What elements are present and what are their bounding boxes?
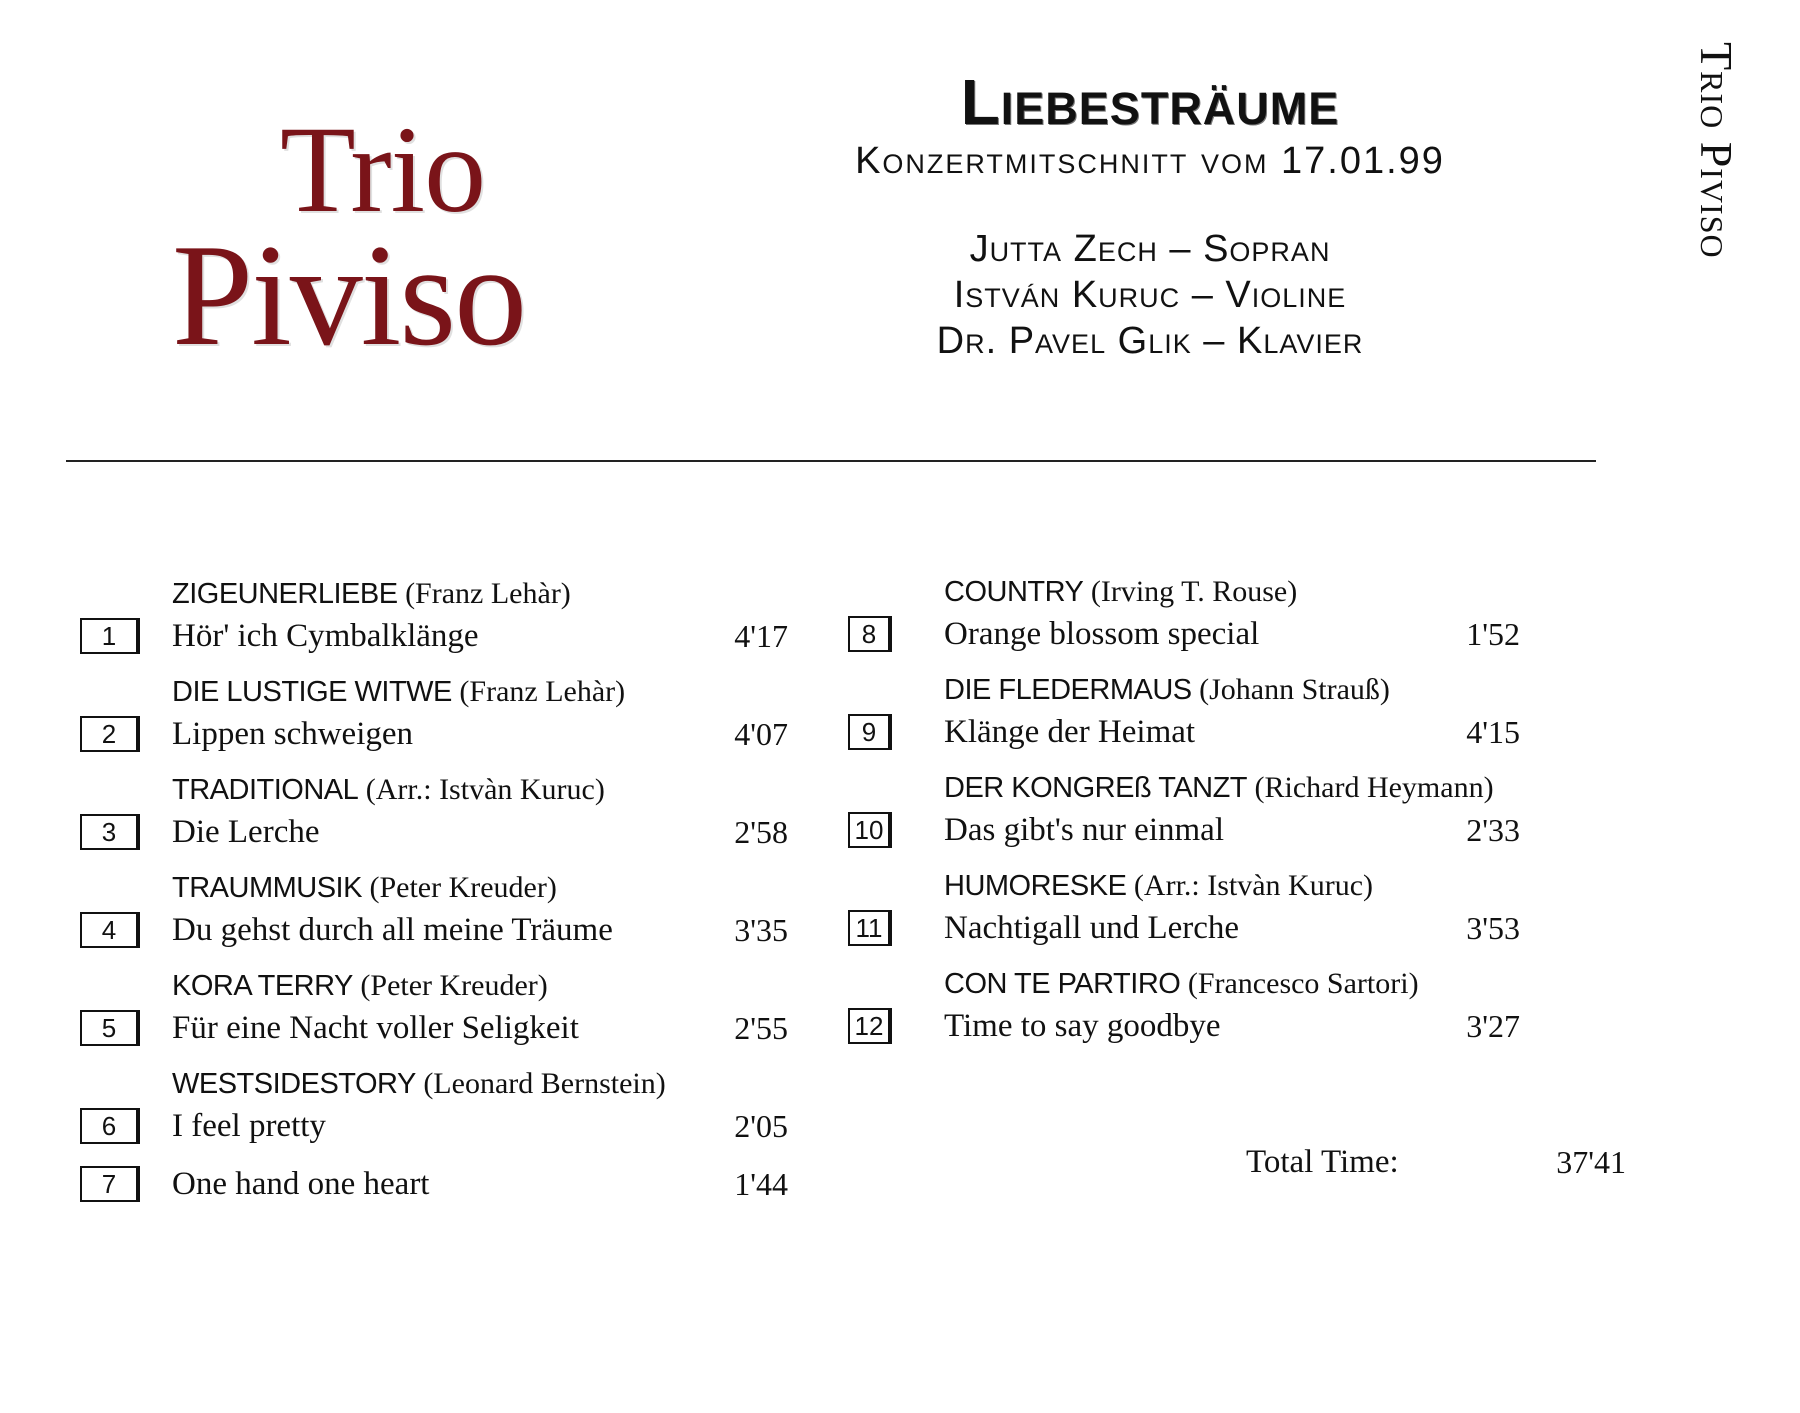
track-number: 4 [80,912,140,948]
composer-name: (Irving T. Rouse) [1090,575,1298,608]
performer: Dr. Pavel Glik – Klavier [936,320,1364,362]
album-title: Liebesträume [960,66,1340,138]
track-number: 10 [848,812,892,848]
work-name: TRADITIONAL [172,774,359,806]
work-heading [172,870,557,906]
track-row [80,1106,820,1146]
composer-name: (Franz Lehàr) [459,675,626,708]
composer-name: (Arr.: Istvàn Kuruc) [1133,869,1374,902]
track-duration: 3'27 [1466,1008,1520,1044]
track-group [80,576,820,674]
track-row [80,714,820,754]
track-duration: 4'17 [734,618,788,654]
title-block [740,66,1560,364]
track-row [80,812,820,852]
track-row [848,712,1628,752]
track-title: I feel pretty [172,1108,326,1144]
work-name: ZIGEUNERLIEBE [172,578,398,610]
work-heading [944,672,1390,708]
total-time [1246,1140,1626,1184]
divider [66,460,1596,462]
track-title: Time to say goodbye [944,1008,1221,1044]
track-title: Du gehst durch all meine Träume [172,912,613,948]
trio-piviso-logo [172,101,692,376]
track-row [80,616,820,656]
track-group [848,966,1628,1064]
work-name: KORA TERRY [172,970,353,1002]
track-number: 5 [80,1010,140,1046]
logo-line-1: Trio [280,101,486,238]
total-time-value: 37'41 [1556,1144,1626,1180]
work-name: CON TE PARTIRO [944,968,1181,1000]
track-group [848,574,1628,672]
work-heading [944,574,1297,610]
track-duration: 1'52 [1466,616,1520,652]
track-title: One hand one heart [172,1166,430,1202]
composer-name: (Leonard Bernstein) [423,1067,666,1100]
track-row [80,1164,820,1204]
work-name: COUNTRY [944,576,1084,608]
track-title: Lippen schweigen [172,716,414,752]
tracklist-left [80,576,820,1212]
performer: István Kuruc – Violine [953,274,1347,316]
track-duration: 2'55 [734,1010,788,1046]
tracklist-right [848,574,1628,1064]
track-number: 12 [848,1008,892,1044]
composer-name: (Peter Kreuder) [369,871,557,904]
album-subtitle: Konzertmitschnitt vom 17.01.99 [855,140,1445,182]
track-number: 9 [848,714,892,750]
track-number: 7 [80,1166,140,1202]
track-duration: 3'53 [1466,910,1520,946]
track-group [80,968,820,1066]
track-duration: 4'15 [1466,714,1520,750]
work-heading [172,772,605,808]
track-number: 8 [848,616,892,652]
track-group [80,674,820,772]
work-name: DIE LUSTIGE WITWE [172,676,452,708]
track-title: Orange blossom special [944,616,1260,652]
track-duration: 3'35 [734,912,788,948]
composer-name: (Peter Kreuder) [360,969,548,1002]
composer-name: (Arr.: Istvàn Kuruc) [365,773,605,806]
track-duration: 2'05 [734,1108,788,1144]
track-title: Für eine Nacht voller Seligkeit [172,1010,579,1046]
track-duration: 2'33 [1466,812,1520,848]
track-title: Klänge der Heimat [944,714,1196,750]
work-name: TRAUMMUSIK [172,872,362,904]
track-number: 11 [848,910,892,946]
work-heading [172,674,625,710]
track-title: Die Lerche [172,814,320,850]
track-number: 2 [80,716,140,752]
track-group [80,772,820,870]
spine-text: Trio Piviso [1691,42,1742,259]
track-row [80,1008,820,1048]
track-group [80,870,820,968]
work-name: DER KONGREß TANZT [944,772,1247,804]
track-row [848,908,1628,948]
track-row [848,1006,1628,1046]
track-number: 3 [80,814,140,850]
track-duration: 1'44 [734,1166,788,1202]
track-group [848,868,1628,966]
work-heading [944,966,1419,1002]
track-row [848,810,1628,850]
track-group [848,672,1628,770]
work-name: DIE FLEDERMAUS [944,674,1192,706]
work-name: WESTSIDESTORY [172,1068,416,1100]
track-row [80,910,820,950]
track-duration: 2'58 [734,814,788,850]
logo-line-2: Piviso [172,214,526,376]
composer-name: (Francesco Sartori) [1187,967,1419,1000]
track-number: 6 [80,1108,140,1144]
track-group [80,1164,820,1212]
track-title: Nachtigall und Lerche [944,910,1240,946]
performer-list [740,226,1560,364]
work-heading [172,968,548,1004]
composer-name: (Johann Strauß) [1199,673,1390,706]
work-heading [944,770,1494,806]
performer: Jutta Zech – Sopran [969,228,1331,270]
track-group [80,1066,820,1164]
composer-name: (Franz Lehàr) [405,577,571,610]
work-heading [944,868,1373,904]
track-title: Das gibt's nur einmal [944,812,1224,848]
total-time-label: Total Time: [1246,1144,1399,1180]
track-number: 1 [80,618,140,654]
track-row [848,614,1628,654]
composer-name: (Richard Heymann) [1254,771,1494,804]
track-title: Hör' ich Cymbalklänge [172,618,479,654]
track-group [848,770,1628,868]
work-name: HUMORESKE [944,870,1127,902]
work-heading [172,1066,666,1102]
track-duration: 4'07 [734,716,788,752]
work-heading [172,576,571,612]
